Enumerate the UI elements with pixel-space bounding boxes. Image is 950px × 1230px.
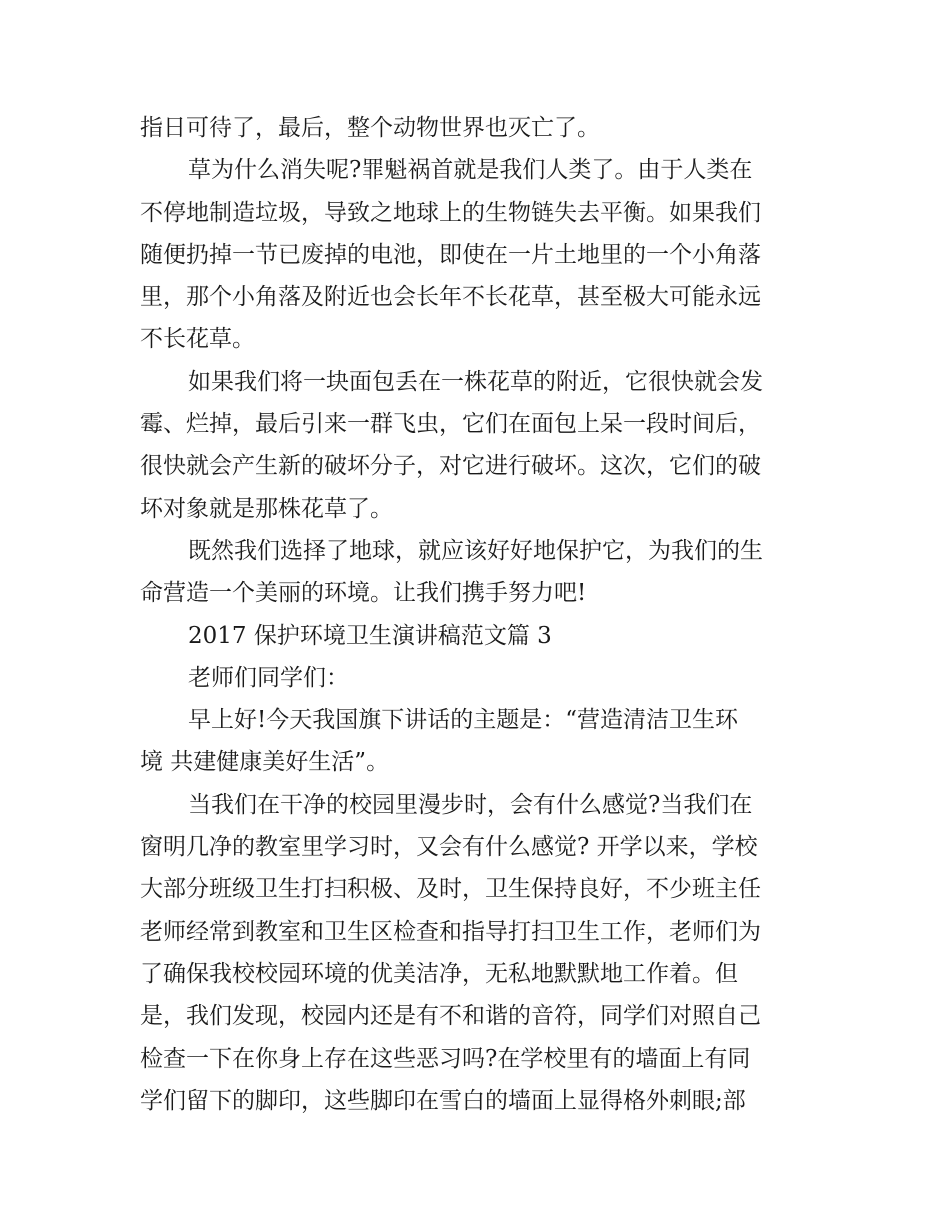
text-line: 境 共建健康美好生活”。: [140, 749, 390, 776]
text-line: 2017 保护环境卫生演讲稿范文篇 3: [188, 622, 552, 649]
text-line: 不长花草。: [140, 326, 255, 353]
text-line: 学们留下的脚印，这些脚印在雪白的墙面上显得格外刺眼;部: [140, 1087, 746, 1114]
text-line: 窗明几净的教室里学习时，又会有什么感觉? 开学以来，学校: [140, 834, 758, 861]
text-line: 检查一下在你身上存在这些恶习吗?在学校里有的墙面上有同: [140, 1045, 751, 1072]
text-line: 霉、烂掉，最后引来一群飞虫，它们在面包上呆一段时间后，: [140, 411, 761, 438]
text-line: 里，那个小角落及附近也会长年不长花草，甚至极大可能永远: [140, 284, 761, 311]
text-line: 指日可待了，最后，整个动物世界也灭亡了。: [140, 115, 600, 141]
text-line: 很快就会产生新的破坏分子，对它进行破坏。这次，它们的破: [140, 453, 761, 480]
text-line: 是，我们发现，校园内还是有不和谐的音符，同学们对照自己: [140, 1003, 761, 1030]
text-line: 早上好!今天我国旗下讲话的主题是：“营造清洁卫生环: [188, 707, 739, 734]
text-line: 如果我们将一块面包丢在一株花草的附近，它很快就会发: [188, 368, 763, 395]
text-line: 坏对象就是那株花草了。: [140, 495, 393, 522]
text-line: 大部分班级卫生打扫积极、及时，卫生保持良好，不少班主任: [140, 876, 761, 903]
text-line: 老师经常到教室和卫生区检查和指导打扫卫生工作，老师们为: [140, 918, 761, 945]
text-line: 既然我们选择了地球，就应该好好地保护它，为我们的生: [188, 537, 763, 564]
document-body: [140, 107, 820, 1122]
text-line: 了确保我校校园环境的优美洁净，无私地默默地工作着。但: [140, 960, 738, 987]
text-line: 老师们同学们：: [188, 664, 349, 691]
text-line: 命营造一个美丽的环境。让我们携手努力吧!: [140, 580, 587, 607]
text-line: 随便扔掉一节已废掉的电池，即使在一片土地里的一个小角落: [140, 241, 761, 268]
text-line: 不停地制造垃圾，导致之地球上的生物链失去平衡。如果我们: [140, 199, 761, 226]
text-line: 草为什么消失呢?罪魁祸首就是我们人类了。由于人类在: [188, 157, 753, 184]
text-line: 当我们在干净的校园里漫步时，会有什么感觉?当我们在: [188, 791, 753, 818]
